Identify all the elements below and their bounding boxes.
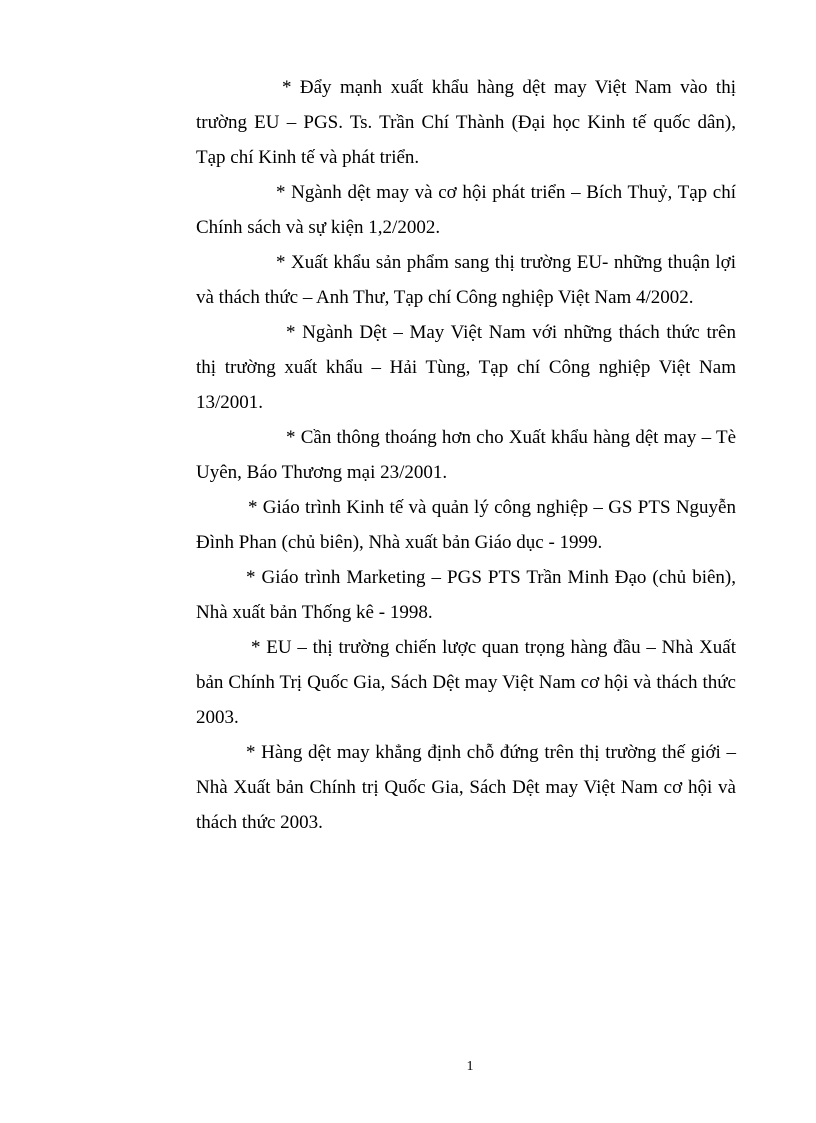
page-number: 1 [466, 1059, 474, 1074]
reference-item: * Đẩy mạnh xuất khẩu hàng dệt may Việt Nam vào thị trường EU – PGS. Ts. Trần Chí Thành (Đại học Kinh tế quốc dân), Tạp chí Kinh tế và phát triển. [196, 77, 736, 168]
reference-item: * EU – thị trường chiến lược quan trọng hàng đầu – Nhà Xuất bản Chính Trị Quốc Gia, Sách Dệt may Việt Nam cơ hội và thách thức 2003. [196, 637, 736, 728]
reference-item: * Ngành Dệt – May Việt Nam với những thách thức trên thị trường xuất khẩu – Hải Tùng, Tạp chí Công nghiệp Việt Nam 13/2001. [196, 322, 736, 413]
reference-item: * Cần thông thoáng hơn cho Xuất khẩu hàng dệt may – Tè Uyên, Báo Thương mại 23/2001. [196, 427, 736, 483]
reference-item: * Xuất khẩu sản phẩm sang thị trường EU- những thuận lợi và thách thức – Anh Thư, Tạp chí Công nghiệp Việt Nam 4/2002. [196, 252, 736, 308]
reference-list [196, 70, 736, 840]
reference-item: * Giáo trình Kinh tế và quản lý công nghiệp – GS PTS Nguyễn Đình Phan (chủ biên), Nhà xuất bản Giáo dục - 1999. [196, 497, 736, 553]
reference-item: * Ngành dệt may và cơ hội phát triển – Bích Thuỷ, Tạp chí Chính sách và sự kiện 1,2/2002. [196, 182, 736, 238]
reference-item: * Hàng dệt may khẳng định chỗ đứng trên thị trường thế giới – Nhà Xuất bản Chính trị Quốc Gia, Sách Dệt may Việt Nam cơ hội và thách thức 2003. [196, 742, 736, 833]
reference-item: * Giáo trình Marketing – PGS PTS Trần Minh Đạo (chủ biên), Nhà xuất bản Thống kê - 1998. [196, 567, 736, 623]
